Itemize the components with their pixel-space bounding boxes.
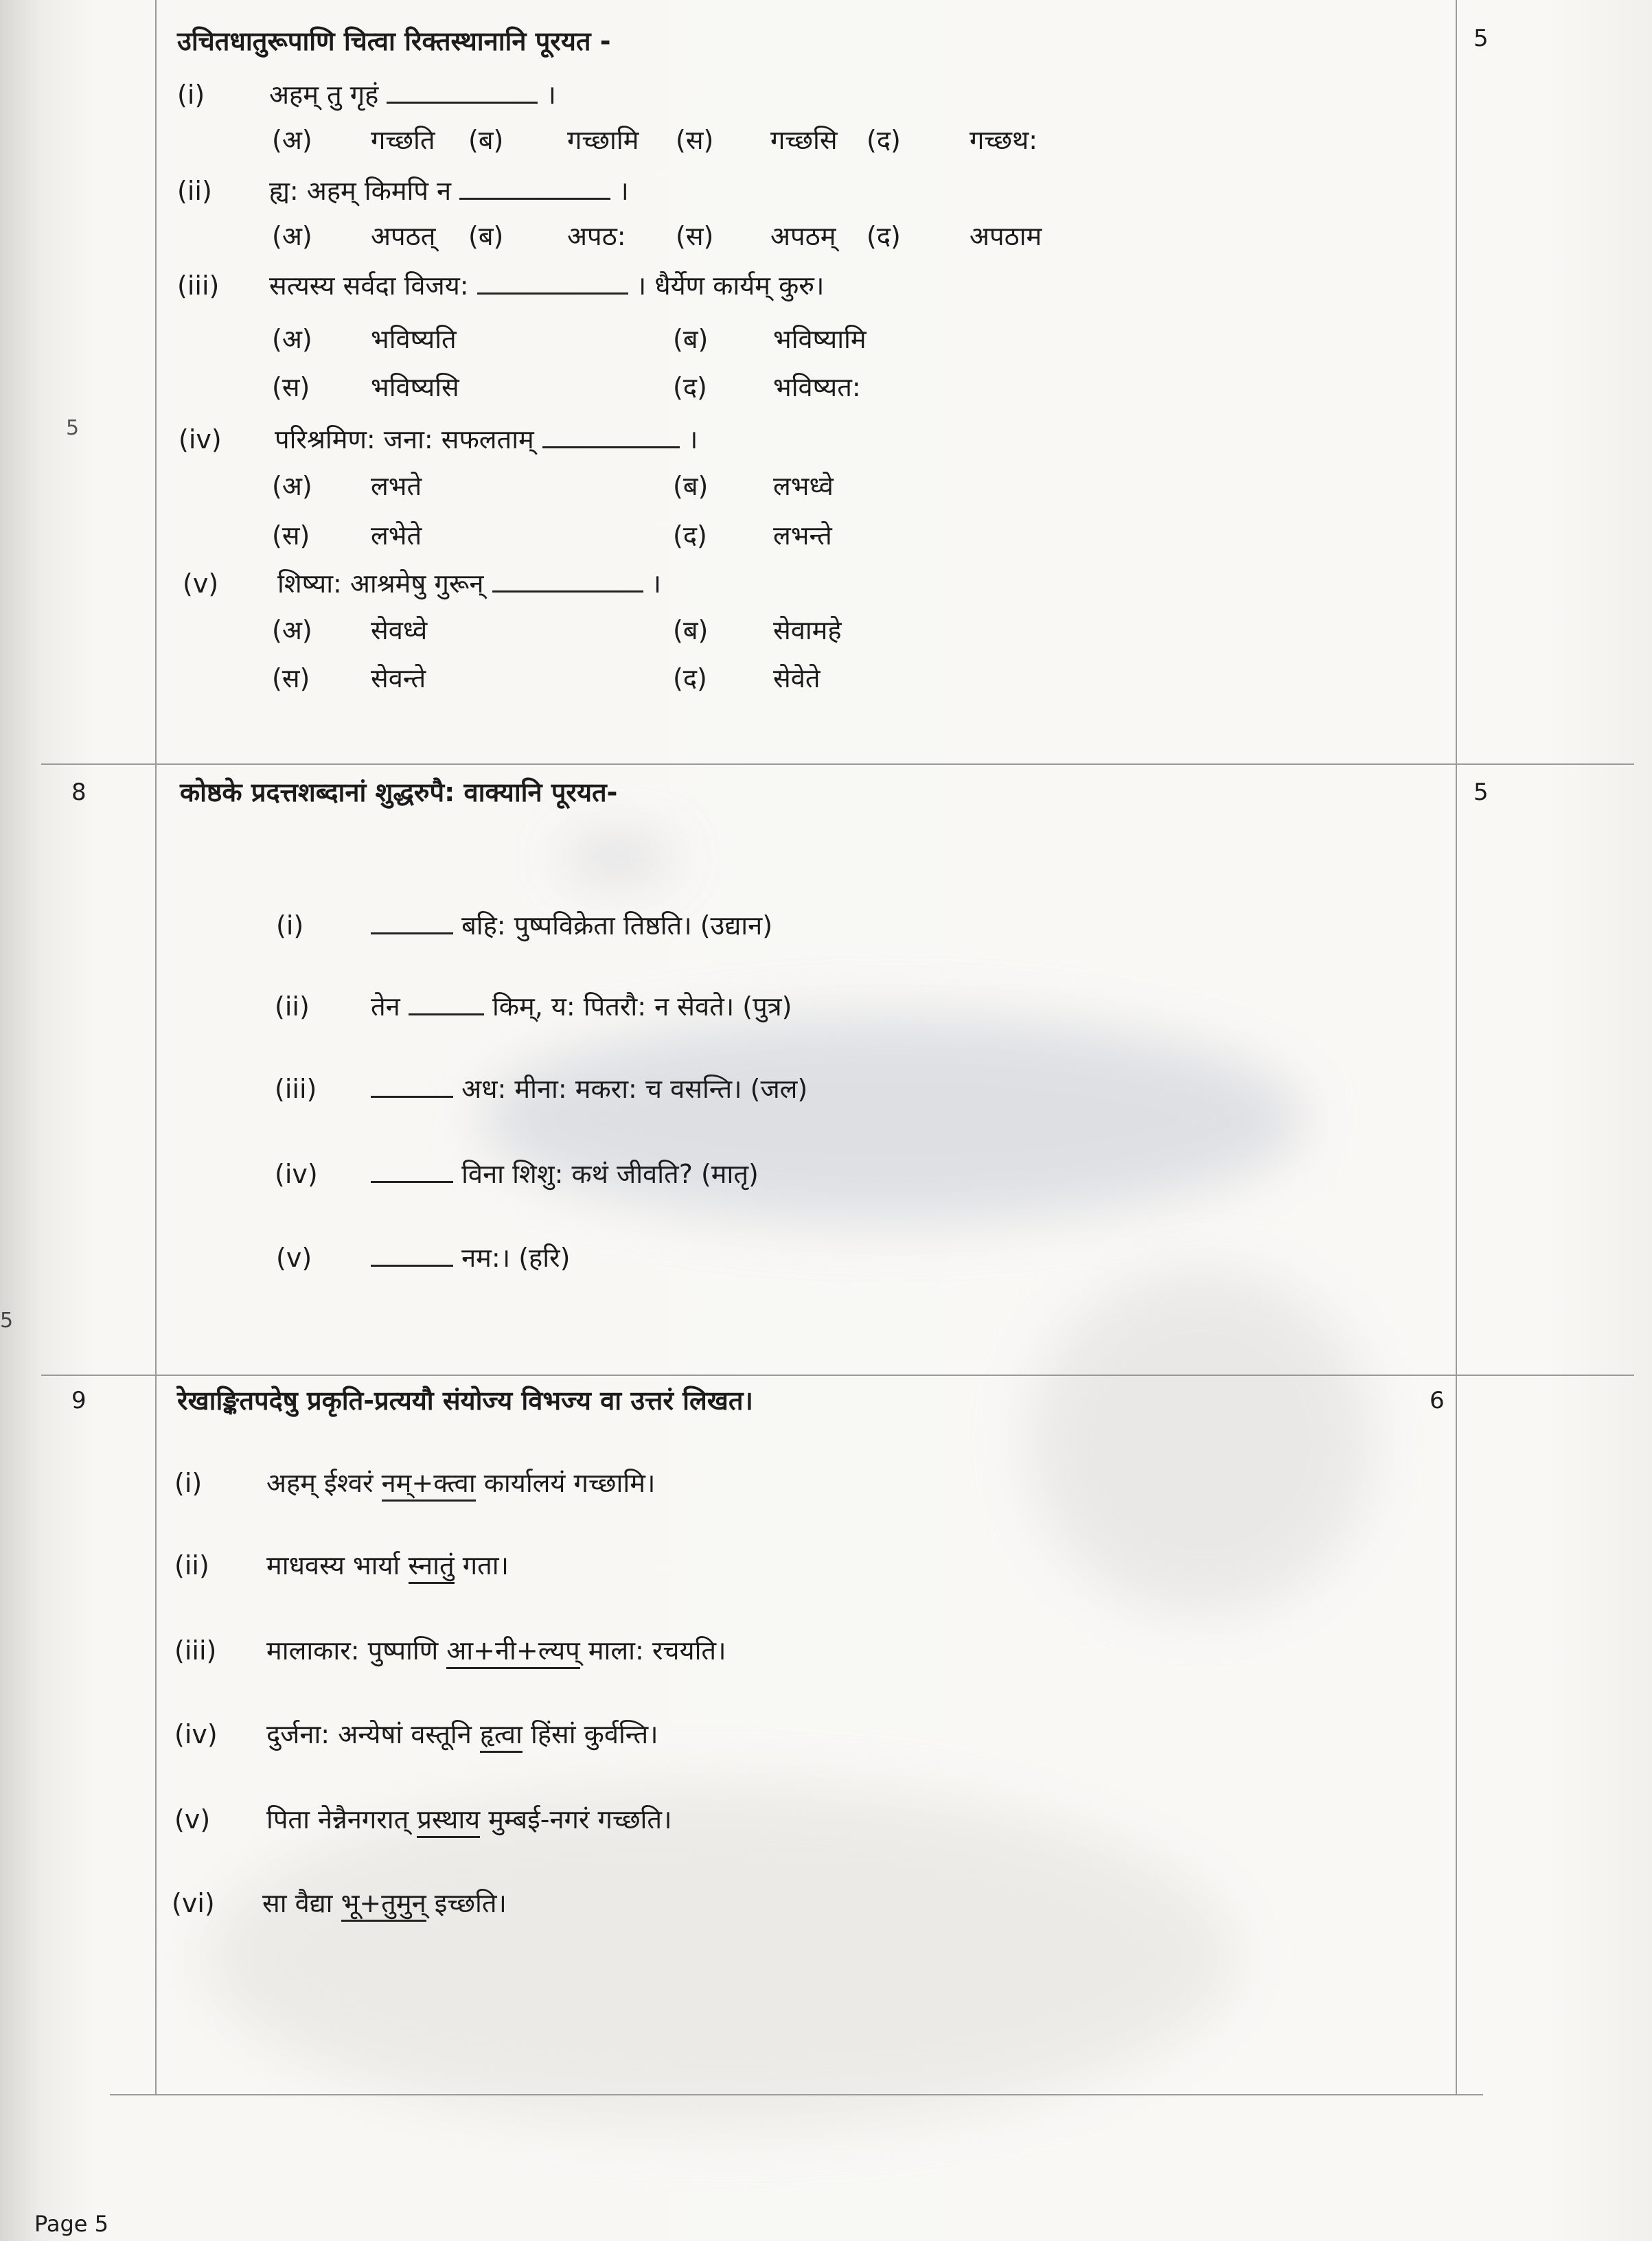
q7-marks: 5: [1473, 25, 1489, 52]
option-key: (स): [676, 125, 714, 155]
option-key: (ब): [673, 324, 709, 354]
option-text: अपठाम: [970, 221, 1042, 251]
q7-item-sentence: [277, 567, 661, 600]
option-key: (अ): [272, 324, 312, 354]
sentence-text: तेन: [371, 991, 400, 1022]
option-key: (ब): [468, 125, 504, 155]
q9-item-number: (vi): [172, 1888, 215, 1918]
sentence-text: सत्यस्य सर्वदा विजय:: [269, 271, 469, 301]
sentence-text: ।: [687, 424, 698, 455]
q9-item-number: (iv): [174, 1719, 218, 1749]
sentence-text: गता।: [462, 1550, 509, 1581]
q7-item-sentence: [269, 78, 556, 111]
scan-smudge: [481, 1016, 1305, 1222]
margin-number: 5: [66, 416, 80, 440]
q7-item-number: (ii): [177, 176, 212, 206]
answer-blank[interactable]: [371, 1160, 453, 1183]
option-text: भविष्यसि: [371, 372, 459, 402]
q9-marks: 6: [1430, 1387, 1445, 1414]
sentence-text: दुर्जना: अन्येषां वस्तूनि: [266, 1719, 472, 1749]
option-text: सेवेते: [773, 663, 821, 693]
q9-item-sentence: [266, 1718, 658, 1751]
margin-number: 5: [0, 1309, 14, 1333]
option-text: गच्छामि: [567, 125, 639, 155]
sentence-text: इच्छति।: [434, 1888, 507, 1918]
option-text: सेवामहे: [773, 615, 842, 645]
q8-item-sentence: [371, 1072, 807, 1105]
q8-item-number: (iv): [275, 1159, 318, 1189]
sentence-text: परिश्रमिण: जना: सफलताम्: [275, 424, 534, 455]
q7-item-sentence: [269, 269, 824, 302]
option-key: (अ): [272, 615, 312, 645]
q9-item-number: (i): [174, 1468, 203, 1498]
sentence-text: पिता नेन्नैनगरात्: [266, 1804, 409, 1835]
sentence-text: अध: मीना: मकरा: च वसन्ति। (जल): [461, 1074, 808, 1104]
q8-item-number: (i): [276, 910, 304, 941]
option-text: गच्छसि: [770, 125, 838, 155]
answer-blank[interactable]: [477, 272, 628, 295]
sentence-text: अहम् तु गृहं: [269, 80, 379, 110]
row-divider: [41, 1375, 1634, 1376]
q8-item-number: (v): [276, 1243, 312, 1273]
sentence-text: ।: [546, 80, 556, 110]
sentence-text: मालाकार: पुष्पाणि: [266, 1635, 439, 1666]
sentence-text: । धैर्येण कार्यम् कुरु।: [636, 271, 825, 301]
option-text: अपठत्: [371, 221, 436, 251]
option-text: भविष्यामि: [773, 324, 867, 354]
option-key: (ब): [673, 471, 709, 501]
underlined-word: प्रस्थाय: [417, 1804, 480, 1838]
option-text: भविष्यति: [371, 324, 457, 354]
q9-item-sentence: [266, 1634, 726, 1667]
q7-item-number: (iii): [177, 271, 220, 301]
q7-item-number: (v): [183, 568, 219, 599]
option-key: (स): [272, 372, 310, 402]
q9-number: 9: [71, 1387, 87, 1414]
q9-heading: रेखाङ्कितपदेषु प्रकृति-प्रत्ययौ संयोज्य विभज्य वा उत्तरं लिखत।: [177, 1386, 753, 1416]
q7-item-sentence: [275, 423, 698, 456]
underlined-word: नम्+क्त्वा: [382, 1468, 476, 1502]
q9-item-sentence: [262, 1887, 507, 1920]
option-key: (अ): [272, 471, 312, 501]
q8-item-sentence: [371, 990, 792, 1023]
option-text: भविष्यत:: [773, 372, 861, 402]
q9-item-number: (iii): [174, 1635, 217, 1666]
q9-item-sentence: [266, 1803, 672, 1836]
option-text: अपठ:: [567, 221, 626, 251]
sentence-text: मुम्बई-नगरं गच्छति।: [488, 1804, 672, 1835]
q7-item-number: (i): [177, 80, 205, 110]
page-number: 5: [94, 2211, 108, 2237]
q8-item-number: (ii): [275, 991, 310, 1022]
option-key: (अ): [272, 221, 312, 251]
scan-smudge: [1030, 1270, 1373, 1613]
option-key: (द): [673, 372, 707, 402]
underlined-word: आ+नी+ल्यप्: [446, 1635, 580, 1669]
sentence-text: नम:। (हरि): [461, 1243, 571, 1273]
sentence-text: शिष्या: आश्रमेषु गुरून्: [277, 568, 484, 599]
answer-blank[interactable]: [371, 1244, 453, 1267]
option-key: (अ): [272, 125, 312, 155]
sentence-text: माधवस्य भार्या: [266, 1550, 400, 1581]
option-key: (स): [676, 221, 714, 251]
q7-item-sentence: [269, 174, 629, 207]
q9-item-number: (ii): [174, 1550, 209, 1581]
sentence-text: सा वैद्या: [262, 1888, 333, 1918]
sentence-text: किम्, य: पितरौ: न सेवते। (पुत्र): [492, 991, 792, 1022]
option-text: लभेते: [371, 520, 422, 551]
option-key: (द): [867, 221, 901, 251]
answer-blank[interactable]: [459, 177, 610, 200]
answer-blank[interactable]: [371, 1075, 453, 1098]
option-key: (द): [867, 125, 901, 155]
answer-blank[interactable]: [409, 993, 484, 1015]
q9-item-sentence: [266, 1549, 509, 1582]
underlined-word: भू+तुमुन्: [341, 1888, 426, 1922]
option-key: (स): [272, 663, 310, 693]
q8-item-sentence: [371, 1241, 570, 1274]
sentence-text: कार्यालयं गच्छामि।: [483, 1468, 656, 1498]
q8-number: 8: [71, 779, 87, 806]
sentence-text: अहम् ईश्वरं: [266, 1468, 374, 1498]
sentence-text: ।: [651, 568, 662, 599]
option-key: (ब): [673, 615, 709, 645]
answer-blank[interactable]: [387, 81, 538, 104]
q8-marks: 5: [1473, 779, 1489, 806]
option-key: (स): [272, 520, 310, 551]
sentence-text: बहि: पुष्पविक्रेता तिष्ठति। (उद्यान): [461, 910, 773, 941]
q9-item-sentence: [266, 1467, 655, 1499]
option-text: अपठम्: [770, 221, 836, 251]
row-divider: [41, 763, 1634, 765]
answer-blank[interactable]: [542, 426, 680, 448]
underlined-word: स्नातुं: [409, 1550, 455, 1584]
page-label: Page: [34, 2211, 88, 2237]
q8-heading: कोष्ठके प्रदत्तशब्दानां शुद्धरुपै: वाक्यानि पूरयत-: [180, 777, 618, 807]
table-right-rule: [1456, 0, 1457, 2094]
q7-heading: उचितधातुरूपाणि चित्वा रिक्तस्थानानि पूरयत -: [177, 26, 611, 56]
scan-smudge: [206, 1785, 1236, 2128]
option-key: (ब): [468, 221, 504, 251]
option-text: गच्छथ:: [970, 125, 1038, 155]
option-text: सेवध्वे: [371, 615, 428, 645]
q8-item-number: (iii): [275, 1074, 317, 1104]
sentence-text: ह्य: अहम् किमपि न: [269, 176, 452, 206]
answer-blank[interactable]: [371, 912, 453, 934]
sentence-text: विना शिशु: कथं जीवति? (मातृ): [461, 1159, 759, 1189]
sentence-text: हिंसां कुर्वन्ति।: [531, 1719, 658, 1749]
option-key: (द): [673, 663, 707, 693]
q8-item-sentence: [371, 909, 772, 942]
option-text: लभते: [371, 471, 422, 501]
table-left-rule: [155, 0, 157, 2094]
table-bottom-rule: [110, 2094, 1483, 2095]
option-key: (द): [673, 520, 707, 551]
page-footer: [34, 2211, 108, 2237]
option-text: सेवन्ते: [371, 663, 426, 693]
underlined-word: हृत्वा: [480, 1719, 523, 1753]
option-text: लभन्ते: [773, 520, 832, 551]
option-text: लभध्वे: [773, 471, 834, 501]
answer-blank[interactable]: [492, 570, 643, 593]
q7-item-number: (iv): [179, 424, 222, 455]
sentence-text: ।: [619, 176, 629, 206]
q9-item-number: (v): [174, 1804, 211, 1835]
q8-item-sentence: [371, 1158, 759, 1191]
sentence-text: माला: रचयति।: [588, 1635, 726, 1666]
scan-smudge: [563, 844, 673, 872]
option-text: गच्छति: [371, 125, 435, 155]
